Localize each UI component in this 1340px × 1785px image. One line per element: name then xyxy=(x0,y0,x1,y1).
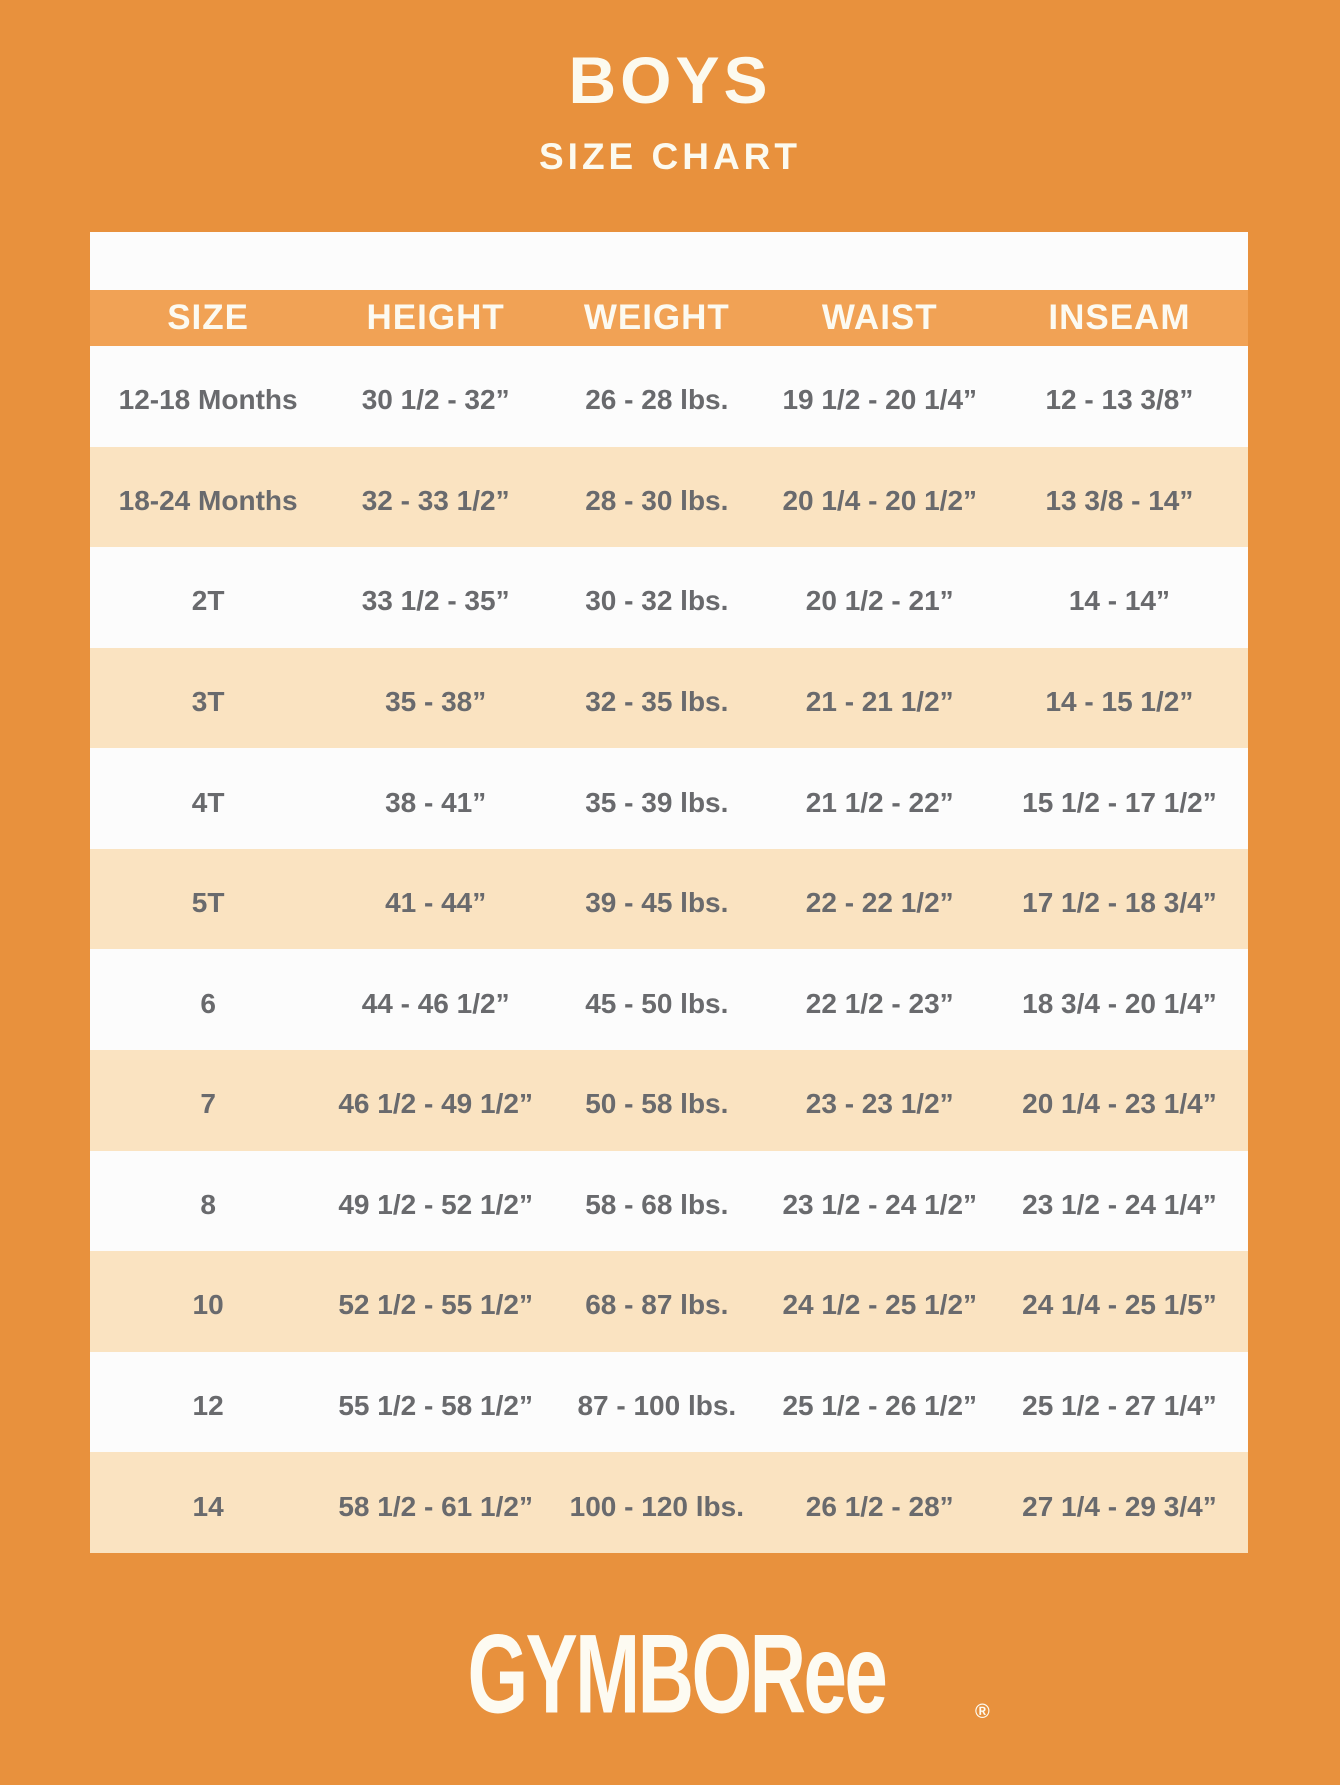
table-cell: 8 xyxy=(200,1188,216,1220)
table-cell: 52 1/2 - 55 1/2” xyxy=(338,1289,533,1321)
gymboree-logo xyxy=(0,1608,1340,1737)
table-cell: 50 - 58 lbs. xyxy=(585,1088,729,1120)
table-cell: 12 xyxy=(192,1390,224,1422)
table-cell: 21 - 21 1/2” xyxy=(805,686,954,718)
table-cell: 22 - 22 1/2” xyxy=(805,887,954,919)
table-cell: 38 - 41” xyxy=(385,786,487,818)
table-cell: 49 1/2 - 52 1/2” xyxy=(338,1188,533,1220)
table-cell: 41 - 44” xyxy=(385,887,487,919)
table-header-row xyxy=(90,290,1248,346)
table-cell: 6 xyxy=(200,987,216,1019)
table-cell: 23 1/2 - 24 1/4” xyxy=(1022,1188,1217,1220)
gymboree-logo-text: GYMBORee xyxy=(467,1611,886,1737)
table-cell: 32 - 33 1/2” xyxy=(361,484,510,516)
table-cell: 14 xyxy=(192,1490,224,1522)
table-cell: 10 xyxy=(192,1289,224,1321)
table-row xyxy=(90,1452,1248,1553)
table-cell: 13 3/8 - 14” xyxy=(1045,484,1194,516)
table-cell: 26 - 28 lbs. xyxy=(585,384,729,416)
column-header-height: HEIGHT xyxy=(366,298,505,337)
table-cell: 39 - 45 lbs. xyxy=(585,887,729,919)
table-row xyxy=(90,648,1248,749)
table-cell: 35 - 38” xyxy=(385,686,487,718)
table-cell: 30 1/2 - 32” xyxy=(361,384,510,416)
table-cell: 17 1/2 - 18 3/4” xyxy=(1022,887,1217,919)
table-cell: 24 1/4 - 25 1/5” xyxy=(1022,1289,1217,1321)
table-row xyxy=(90,547,1248,648)
table-cell: 2T xyxy=(191,585,225,617)
table-cell: 33 1/2 - 35” xyxy=(361,585,510,617)
table-row xyxy=(90,1251,1248,1352)
table-row xyxy=(90,447,1248,548)
table-row xyxy=(90,1352,1248,1453)
page-title: BOYS xyxy=(568,43,772,117)
table-body xyxy=(90,346,1248,1553)
size-chart-table xyxy=(90,232,1248,1553)
table-cell: 4T xyxy=(191,786,225,818)
column-header-size: SIZE xyxy=(167,298,249,337)
registered-trademark-icon: ® xyxy=(974,1701,990,1723)
page-subtitle: SIZE CHART xyxy=(539,136,801,177)
table-cell: 5T xyxy=(191,887,225,919)
table-cell: 19 1/2 - 20 1/4” xyxy=(782,384,978,416)
table-cell: 68 - 87 lbs. xyxy=(585,1289,729,1321)
table-cell: 12 - 13 3/8” xyxy=(1045,384,1194,416)
table-cell: 25 1/2 - 26 1/2” xyxy=(782,1390,978,1422)
table-row xyxy=(90,949,1248,1050)
column-header-inseam: INSEAM xyxy=(1048,298,1191,337)
table-cell: 3T xyxy=(191,686,225,718)
table-cell: 20 1/4 - 23 1/4” xyxy=(1022,1088,1217,1120)
table-cell: 26 1/2 - 28” xyxy=(805,1490,954,1522)
table-cell: 32 - 35 lbs. xyxy=(585,686,729,718)
table-cell: 25 1/2 - 27 1/4” xyxy=(1022,1390,1217,1422)
table-cell: 45 - 50 lbs. xyxy=(585,987,729,1019)
table-cell: 18 3/4 - 20 1/4” xyxy=(1022,987,1217,1019)
table-cell: 35 - 39 lbs. xyxy=(585,786,729,818)
table-cell: 55 1/2 - 58 1/2” xyxy=(338,1390,533,1422)
table-cell: 58 - 68 lbs. xyxy=(585,1188,729,1220)
table-top-spacer xyxy=(90,232,1248,290)
table-cell: 7 xyxy=(200,1088,216,1120)
table-cell: 87 - 100 lbs. xyxy=(577,1390,737,1422)
table-cell: 18-24 Months xyxy=(118,484,298,516)
table-cell: 20 1/4 - 20 1/2” xyxy=(782,484,978,516)
table-cell: 14 - 15 1/2” xyxy=(1045,686,1194,718)
table-cell: 23 - 23 1/2” xyxy=(805,1088,954,1120)
table-row xyxy=(90,1050,1248,1151)
table-cell: 28 - 30 lbs. xyxy=(585,484,729,516)
table-cell: 27 1/4 - 29 3/4” xyxy=(1022,1490,1217,1522)
table-row xyxy=(90,849,1248,950)
table-cell: 30 - 32 lbs. xyxy=(585,585,729,617)
table-cell: 12-18 Months xyxy=(118,384,298,416)
table-cell: 22 1/2 - 23” xyxy=(805,987,954,1019)
table-cell: 20 1/2 - 21” xyxy=(805,585,954,617)
table-cell: 100 - 120 lbs. xyxy=(569,1490,744,1522)
column-header-weight: WEIGHT xyxy=(583,298,730,337)
table-row xyxy=(90,1151,1248,1252)
table-cell: 14 - 14” xyxy=(1068,585,1170,617)
table-row xyxy=(90,748,1248,849)
table-cell: 44 - 46 1/2” xyxy=(361,987,510,1019)
table-cell: 21 1/2 - 22” xyxy=(805,786,954,818)
table-cell: 46 1/2 - 49 1/2” xyxy=(338,1088,533,1120)
table-cell: 15 1/2 - 17 1/2” xyxy=(1022,786,1217,818)
column-header-waist: WAIST xyxy=(821,298,938,337)
table-cell: 23 1/2 - 24 1/2” xyxy=(782,1188,978,1220)
table-row xyxy=(90,346,1248,447)
table-cell: 58 1/2 - 61 1/2” xyxy=(338,1490,533,1522)
table-cell: 24 1/2 - 25 1/2” xyxy=(782,1289,978,1321)
